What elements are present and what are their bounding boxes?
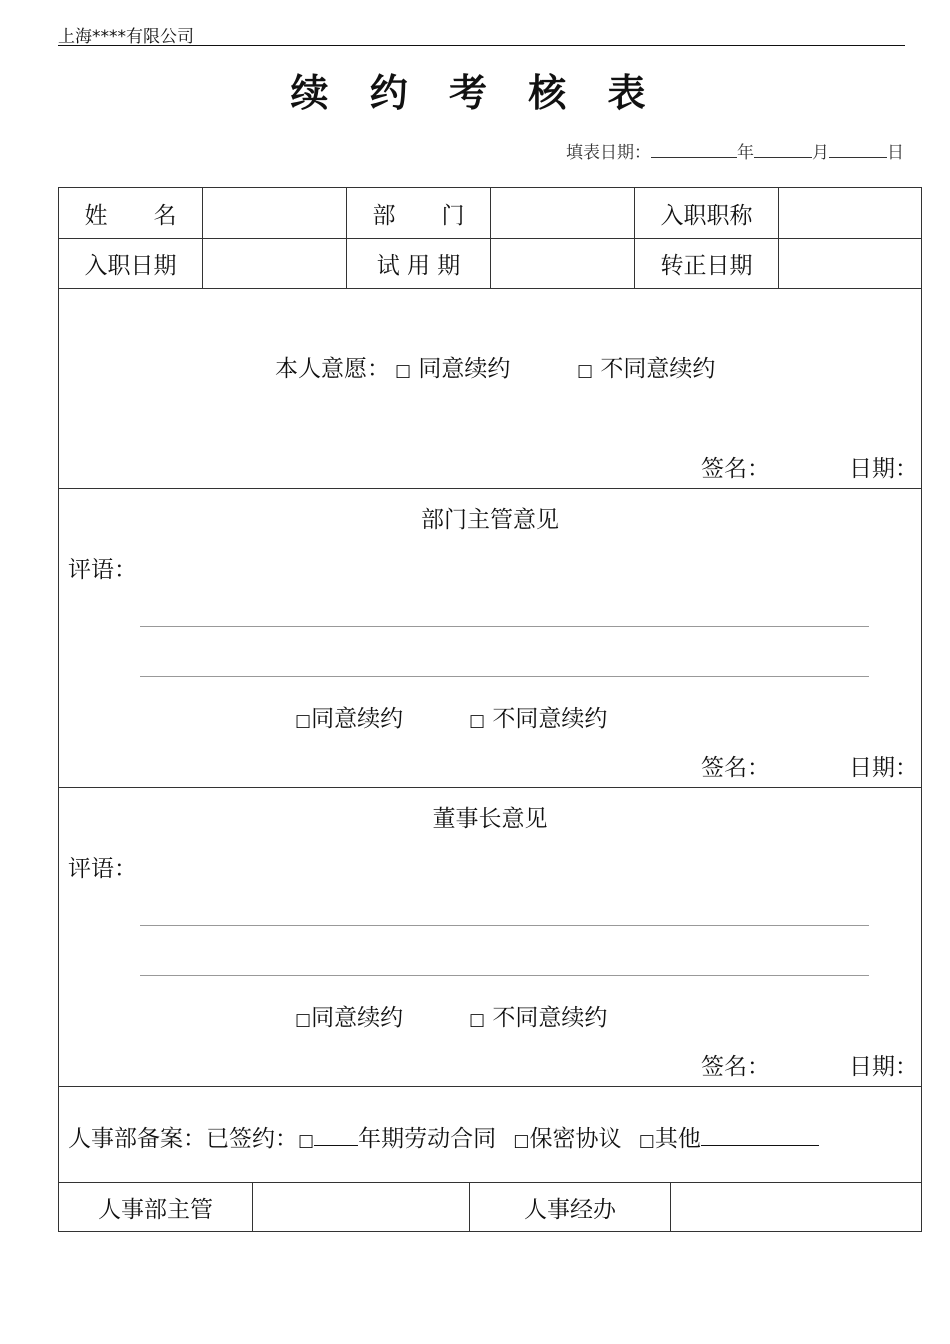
dept-sign-label: 签名： bbox=[701, 755, 770, 781]
dept-manager-heading: 部门主管意见 bbox=[421, 507, 559, 533]
year-blank[interactable] bbox=[651, 141, 737, 158]
chairman-date-label: 日期： bbox=[849, 1054, 918, 1080]
checkbox-icon[interactable]: □ bbox=[469, 711, 486, 731]
hr-clerk-label: 人事经办 bbox=[470, 1183, 671, 1231]
dept-agree-option[interactable] bbox=[295, 700, 403, 733]
chairman-comment-line-1[interactable] bbox=[140, 925, 869, 926]
title-label: 入职职称 bbox=[635, 188, 779, 238]
hr-record-label: 人事部备案：已签约： bbox=[68, 1126, 298, 1152]
contract-suffix: 年期劳动合同 bbox=[358, 1126, 497, 1152]
dept-disagree-option[interactable] bbox=[469, 700, 607, 733]
month-label: 月 bbox=[812, 143, 829, 163]
chairman-agree-text: 同意续约 bbox=[311, 1005, 404, 1031]
self-agree-option[interactable] bbox=[395, 350, 510, 383]
form-title: 续 约 考 核 表 bbox=[290, 70, 660, 115]
other-blank[interactable] bbox=[701, 1127, 819, 1146]
info-row-2 bbox=[59, 239, 921, 289]
self-disagree-text: 不同意续约 bbox=[600, 356, 716, 382]
checkbox-icon[interactable]: □ bbox=[395, 361, 412, 381]
renewal-form bbox=[58, 187, 922, 1232]
chairman-sign-label: 签名： bbox=[701, 1054, 770, 1080]
dept-agree-text: 同意续约 bbox=[311, 706, 404, 732]
hr-clerk-field[interactable] bbox=[671, 1183, 921, 1231]
dept-disagree-text: 不同意续约 bbox=[492, 706, 608, 732]
dept-comment-label: 评语： bbox=[68, 557, 137, 583]
nda-label: 保密协议 bbox=[529, 1126, 622, 1152]
self-date-label: 日期： bbox=[849, 456, 918, 482]
hr-manager-field[interactable] bbox=[253, 1183, 470, 1231]
fill-date-label: 填表日期： bbox=[566, 143, 651, 163]
chairman-section bbox=[59, 788, 921, 1087]
hr-record-line bbox=[68, 1120, 819, 1153]
chairman-comment-label: 评语： bbox=[68, 856, 137, 882]
dept-label: 部 门 bbox=[347, 188, 491, 238]
day-blank[interactable] bbox=[829, 141, 887, 158]
name-label: 姓 名 bbox=[59, 188, 203, 238]
dept-comment-line-1[interactable] bbox=[140, 626, 869, 627]
title-field[interactable] bbox=[779, 188, 921, 238]
year-label: 年 bbox=[737, 143, 754, 163]
footer-row bbox=[59, 1183, 921, 1231]
self-sign-label: 签名： bbox=[701, 456, 770, 482]
chairman-agree-option[interactable] bbox=[295, 999, 403, 1032]
company-name: 上海****有限公司 bbox=[58, 27, 194, 47]
checkbox-icon[interactable]: □ bbox=[577, 361, 594, 381]
contract-years-blank[interactable] bbox=[314, 1127, 358, 1146]
probation-field[interactable] bbox=[491, 239, 635, 288]
probation-label: 试 用 期 bbox=[347, 239, 491, 288]
chairman-disagree-text: 不同意续约 bbox=[492, 1005, 608, 1031]
hr-record-section bbox=[59, 1087, 921, 1183]
fill-date-line bbox=[566, 138, 904, 163]
hire-date-field[interactable] bbox=[203, 239, 347, 288]
self-agree-text: 同意续约 bbox=[418, 356, 511, 382]
dept-field[interactable] bbox=[491, 188, 635, 238]
info-row-1 bbox=[59, 188, 921, 239]
self-wish-section bbox=[59, 289, 921, 489]
month-blank[interactable] bbox=[754, 141, 812, 158]
hire-date-label: 入职日期 bbox=[59, 239, 203, 288]
checkbox-icon[interactable]: □ bbox=[298, 1131, 315, 1151]
regular-date-label: 转正日期 bbox=[635, 239, 779, 288]
hr-manager-label: 人事部主管 bbox=[59, 1183, 253, 1231]
checkbox-icon[interactable]: □ bbox=[295, 711, 312, 731]
self-wish-label: 本人意愿： bbox=[275, 356, 390, 382]
checkbox-icon[interactable]: □ bbox=[295, 1010, 312, 1030]
chairman-comment-line-2[interactable] bbox=[140, 975, 869, 976]
regular-date-field[interactable] bbox=[779, 239, 921, 288]
checkbox-icon[interactable]: □ bbox=[469, 1010, 486, 1030]
header-rule bbox=[58, 45, 905, 46]
chairman-disagree-option[interactable] bbox=[469, 999, 607, 1032]
dept-comment-line-2[interactable] bbox=[140, 676, 869, 677]
other-label: 其他 bbox=[654, 1126, 701, 1152]
checkbox-icon[interactable]: □ bbox=[513, 1131, 530, 1151]
dept-date-label: 日期： bbox=[849, 755, 918, 781]
self-disagree-option[interactable] bbox=[577, 350, 715, 383]
checkbox-icon[interactable]: □ bbox=[638, 1131, 655, 1151]
chairman-heading: 董事长意见 bbox=[432, 806, 548, 832]
name-field[interactable] bbox=[203, 188, 347, 238]
dept-manager-section bbox=[59, 489, 921, 788]
day-label: 日 bbox=[887, 143, 904, 163]
